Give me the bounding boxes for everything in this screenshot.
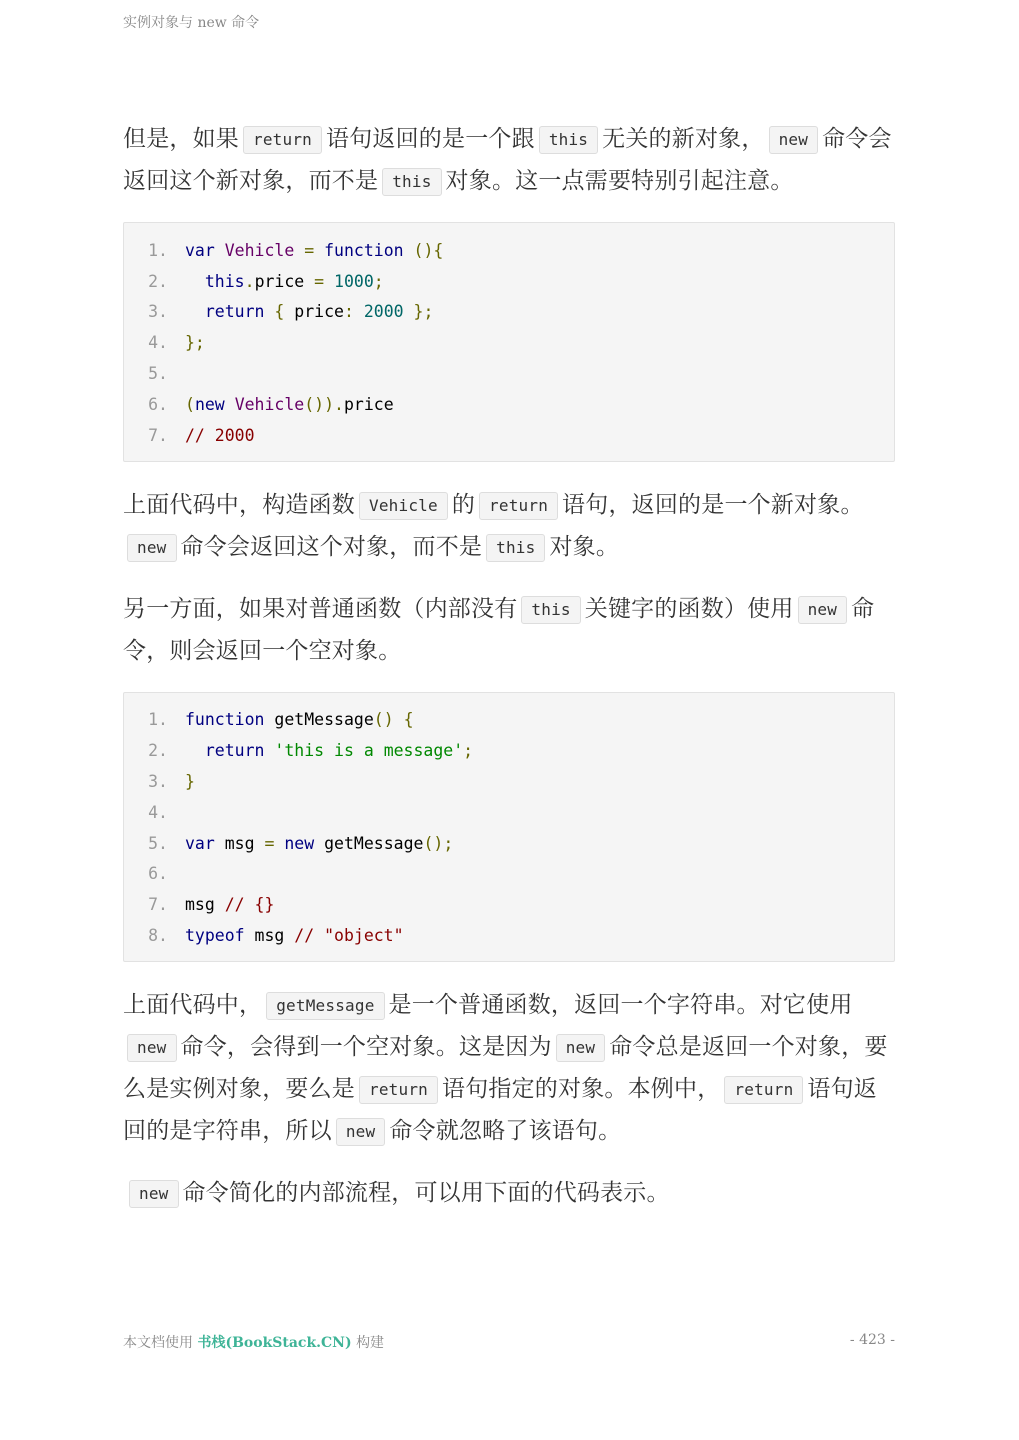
line-number: 7.	[148, 895, 168, 915]
code-token: =	[304, 240, 315, 260]
code-line	[124, 389, 894, 420]
code-token: ()	[373, 710, 394, 730]
inline-code-new: new	[798, 596, 848, 624]
code-token: {	[403, 710, 414, 730]
paragraph-4	[123, 984, 895, 1152]
inline-code-return: return	[359, 1076, 438, 1104]
code-line	[124, 797, 894, 828]
text: 语句指定的对象。本例中，	[442, 1075, 721, 1102]
code-token: // 2000	[185, 425, 255, 445]
inline-code-this: this	[539, 126, 598, 154]
code-line	[124, 358, 894, 389]
inline-code-new: new	[127, 534, 177, 562]
code-line	[124, 235, 894, 266]
code-line	[124, 889, 894, 920]
footer-prefix: 本文档使用	[123, 1335, 193, 1351]
text: 但是，如果	[123, 126, 239, 152]
code-token	[274, 834, 284, 853]
inline-code-this: this	[486, 534, 545, 562]
code-line	[124, 420, 894, 451]
inline-code-vehicle: Vehicle	[359, 492, 448, 520]
code-token: // "object"	[294, 926, 404, 946]
code-token: function	[185, 710, 265, 730]
line-number: 7.	[148, 425, 168, 445]
code-token: =	[264, 833, 275, 853]
brand-link[interactable]: 书栈(BookStack.CN)	[197, 1335, 352, 1351]
paragraph-1	[123, 118, 895, 202]
code-token: this	[204, 271, 245, 291]
line-number: 2.	[148, 741, 168, 761]
code-token: var	[185, 240, 215, 260]
code-block-vehicle	[123, 222, 895, 462]
code-token: ();	[423, 833, 454, 853]
text: 命令会返回这个新对象，而不是	[123, 126, 892, 194]
code-token	[264, 302, 274, 321]
text: 无关的新对象，	[602, 126, 765, 152]
line-number: 1.	[148, 240, 168, 260]
text: 上面代码中，	[123, 991, 263, 1018]
paragraph-5	[123, 1172, 895, 1214]
code-token: };	[185, 333, 205, 353]
code-token: }	[185, 772, 195, 792]
code-token: new	[194, 394, 225, 414]
code-token: :	[343, 302, 354, 322]
code-token	[314, 241, 324, 260]
line-number: 6.	[148, 394, 168, 414]
code-token: return	[204, 741, 265, 761]
text: 上面代码中，构造函数	[123, 491, 355, 518]
line-number: 6.	[148, 864, 168, 884]
code-token: ()).	[304, 394, 344, 414]
code-token: 'this is a message'	[274, 741, 464, 761]
code-token	[185, 741, 205, 760]
code-block-getmessage	[123, 692, 895, 962]
code-line	[124, 327, 894, 358]
code-line	[124, 266, 894, 297]
inline-code-new: new	[769, 126, 819, 154]
code-token: ;	[463, 741, 474, 761]
inline-code-new: new	[336, 1118, 386, 1146]
code-token: price	[254, 271, 315, 291]
code-line	[124, 735, 894, 766]
page-footer	[123, 1332, 895, 1352]
main-content	[123, 118, 895, 1234]
page-number: - 423 -	[849, 1332, 895, 1348]
line-number: 2.	[148, 271, 168, 291]
code-token: ;	[373, 271, 384, 291]
code-token: price	[284, 302, 344, 322]
text: 命令会返回这个对象，而不是	[180, 533, 483, 560]
line-number: 8.	[148, 926, 168, 946]
text: 命令，会得到一个空对象。这是因为	[180, 1033, 552, 1060]
code-line	[124, 859, 894, 890]
text: 另一方面，如果对普通函数（内部没有	[123, 595, 518, 622]
code-token: (	[185, 394, 195, 414]
text: 对象。这一点需要特别引起注意。	[445, 168, 794, 194]
code-token	[324, 272, 334, 291]
code-token: };	[413, 302, 434, 322]
paragraph-2	[123, 484, 895, 568]
line-number: 3.	[148, 302, 168, 322]
code-token: var	[185, 833, 215, 853]
text: 语句返回的是字符串，所以	[123, 1075, 878, 1144]
code-token: getMessage	[314, 833, 424, 853]
footer-credit	[123, 1332, 384, 1352]
inline-code-new: new	[127, 1034, 177, 1062]
code-token: .	[244, 271, 255, 291]
text: 关键字的函数）使用	[584, 595, 794, 622]
code-line	[124, 920, 894, 951]
code-token	[404, 302, 414, 321]
code-token: =	[314, 271, 325, 291]
inline-code-return: return	[724, 1076, 803, 1104]
line-number: 4.	[148, 802, 168, 822]
code-token: // {}	[224, 895, 275, 915]
code-token: price	[343, 394, 394, 414]
code-token	[185, 272, 205, 291]
code-token: msg	[185, 895, 225, 915]
page-header-title: 实例对象与 new 命令	[123, 15, 260, 31]
code-token: {	[274, 302, 285, 322]
code-token	[185, 302, 205, 321]
code-token: new	[284, 833, 315, 853]
code-token: Vehicle	[234, 394, 305, 414]
code-line	[124, 828, 894, 859]
line-number: 1.	[148, 710, 168, 730]
text: 命令总是返回一个对象，要么是实例对象，要么是	[123, 1033, 888, 1102]
code-token: typeof	[185, 926, 245, 946]
code-token	[394, 710, 404, 729]
footer-suffix: 构建	[356, 1335, 385, 1351]
inline-code-this: this	[521, 596, 580, 624]
inline-code-new: new	[556, 1034, 606, 1062]
code-token: getMessage	[264, 710, 374, 730]
line-number: 5.	[148, 364, 168, 384]
text: 命令就忽略了该语句。	[389, 1117, 622, 1144]
line-number: 3.	[148, 772, 168, 792]
code-token: msg	[244, 926, 295, 946]
line-number: 5.	[148, 833, 168, 853]
code-token: (){	[413, 240, 444, 260]
code-token: Vehicle	[224, 240, 295, 260]
inline-code-new: new	[129, 1180, 179, 1208]
text: 语句，返回的是一个新对象。	[562, 491, 864, 518]
text: 的	[451, 491, 476, 518]
paragraph-3	[123, 588, 895, 672]
text: 语句返回的是一个跟	[326, 126, 535, 152]
code-token	[294, 241, 304, 260]
code-token	[225, 395, 235, 414]
code-token	[354, 302, 364, 321]
code-line	[124, 705, 894, 736]
inline-code-this: this	[382, 168, 441, 196]
code-token: function	[324, 240, 404, 260]
text: 对象。	[549, 533, 620, 560]
text: 命令，则会返回一个空对象。	[123, 595, 875, 664]
code-token: return	[204, 302, 265, 322]
line-number: 4.	[148, 333, 168, 353]
code-line	[124, 297, 894, 328]
code-token: msg	[214, 833, 265, 853]
code-token: 1000	[334, 271, 374, 291]
text: 命令简化的内部流程，可以用下面的代码表示。	[182, 1179, 670, 1206]
code-line	[124, 766, 894, 797]
inline-code-return: return	[479, 492, 558, 520]
inline-code-getmessage: getMessage	[266, 992, 384, 1020]
code-token	[404, 241, 414, 260]
code-token	[264, 741, 274, 760]
inline-code-return: return	[243, 126, 322, 154]
code-token: 2000	[363, 302, 404, 322]
text: 是一个普通函数，返回一个字符串。对它使用	[388, 991, 853, 1018]
code-token	[215, 241, 225, 260]
